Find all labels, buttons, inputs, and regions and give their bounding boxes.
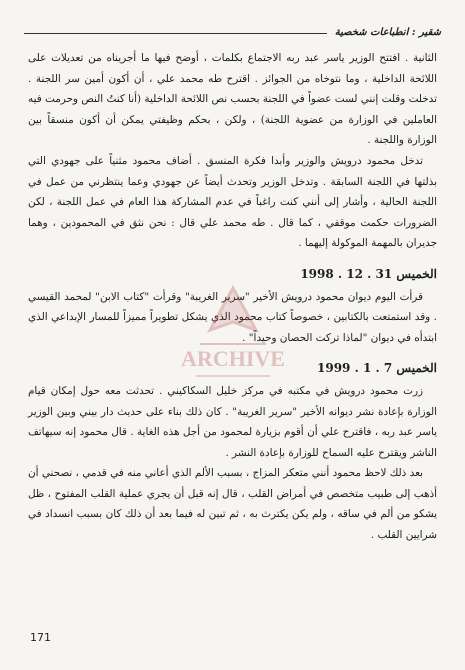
paragraph: بعد ذلك لاحظ محمود أنني متعكر المزاج ، بسبب الألم الذي أعاني منه في قدمي ، نصحني أن أذهب إلى طبيب متخصص في أمراض القلب ، قال إنه قبل أن يجري عملية القلب المفتوح ، ظل يشكو من ألم في ساقه ، ولم يكن يكترث به ، ثم تبين له فيما بعد أن ذلك كان بسبب انسداد في شرايين القلب . xyxy=(28,467,437,542)
paragraph: قرأت اليوم ديوان محمود درويش الأخير "سرير الغريبة" وقرأت "كتاب الابن" لمحمد القيسي . وقد استمتعت بالكتابين ، خصوصاً كتاب محمود الذي يشكل تطويراً مميزاً للمسار الإبداعي الذي ابتدأه في ديوان "لماذا تركت الحصان وحيداً" . xyxy=(28,290,437,344)
page-number: 171 xyxy=(30,631,51,644)
paragraph: زرت محمود درويش في مكتبه في مركز خليل السكاكيني . تحدثت معه حول إمكان قيام الوزارة بإعادة نشر ديوانه الأخير "سرير الغريبة" . كان ذلك بناء على حديث دار بيني وبين الوزير ياسر عبد ربه ، فاقترح علي أن أقوم بزيارة لمحمود من أجل هذه الغاية . قال محمود إنه سيهاتف الناشر ويقترح عليه السماح للوزارة بإعادة النشر . xyxy=(28,384,437,459)
paragraph: الثانية . افتتح الوزير ياسر عبد ربه الاجتماع بكلمات ، أوضح فيها ما أجريناه من تعديلات على اللائحة الداخلية ، وما نتوخاه من الجوائز . اقترح طه محمد علي ، أن أكون أمين سر اللجنة . تدخلت وقلت إنني لست عضواً في اللجنة بحسب نص اللائحة الداخلية (أنا كنتُ النص وحرمت فيه العاملين في الوزارة من عضوية اللجنة) ، ولكن ، بحكم وظيفتي يمكن أن أكون منسقاً بين الوزارة واللجنة . xyxy=(28,52,437,147)
running-header xyxy=(24,16,441,38)
paragraph: تدخل محمود درويش والوزير وأبدا فكرة المنسق . أضاف محمود مثنياً على جهودي التي بذلتها في اللجنة السابقة . وتدخل الوزير وتحدث أيضاً عن جهودي وعما ينتظرني من عمل في اللجنة الحالية ، وأشار إلى أنني كنت راغباً في عدم المشاركة هذا العام في عمل اللجنة ، لكن الضرورات حكمت موقفي ، كما قال . طه محمد علي قال : نحن نثق في المحمودين ، وهما جديران بالمهمة الموكولة إليهما . xyxy=(28,154,437,250)
diary-date-heading: الخميس 7 . 1 . 1999 xyxy=(317,361,437,376)
page-body xyxy=(28,48,437,546)
watermark-text: ARCHIVE xyxy=(181,346,285,371)
running-header-title: شقير : انطباعات شخصية xyxy=(334,27,441,38)
diary-date-heading: الخميس 31 . 12 . 1998 xyxy=(300,266,437,281)
header-rule xyxy=(24,33,327,34)
